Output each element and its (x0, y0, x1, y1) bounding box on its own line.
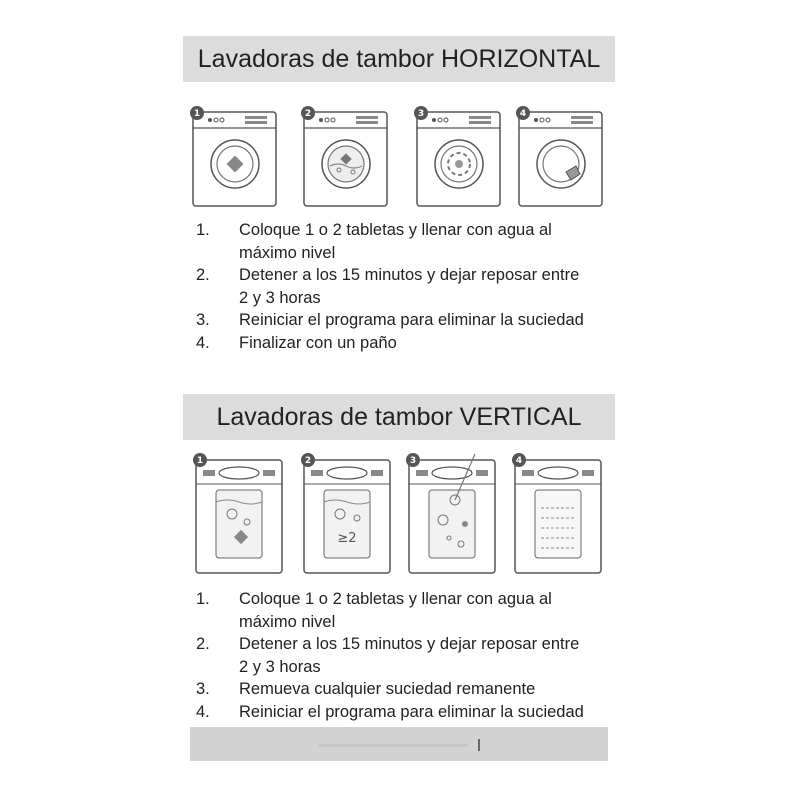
wait-hours-label: ≥2 (337, 531, 357, 546)
vertical-washer-tablet-icon (192, 452, 286, 576)
step-text: Remueva cualquier suciedad remanente (239, 680, 536, 698)
step-text: Coloque 1 o 2 tabletas y llenar con agua al (239, 590, 552, 608)
step-text: Detener a los 15 minutos y dejar reposar entre (239, 266, 580, 284)
horizontal-steps-list (196, 219, 636, 354)
step-badge-h1: 1 (193, 109, 201, 119)
step-number: 3. (196, 311, 210, 329)
step-number: 1. (196, 221, 210, 239)
step-number: 2. (196, 266, 210, 284)
step-badge-v2: 2 (304, 456, 312, 466)
list-item (196, 678, 636, 701)
list-item (196, 332, 636, 355)
step-badge-h2: 2 (304, 109, 312, 119)
step-text: Finalizar con un paño (239, 333, 397, 352)
list-item (196, 309, 636, 332)
footer-mark (478, 739, 480, 751)
list-item (196, 264, 636, 309)
step-text-cont: 2 y 3 horas (239, 657, 321, 676)
step-number: 3. (196, 680, 210, 698)
step-text: Detener a los 15 minutos y dejar reposar entre (239, 635, 580, 653)
step-text-cont: 2 y 3 horas (239, 288, 321, 307)
step-number: 1. (196, 590, 210, 608)
step-text: Reiniciar el programa para eliminar la suciedad (239, 702, 584, 721)
step-text-cont: máximo nivel (239, 612, 336, 631)
step-number: 4. (196, 333, 210, 352)
footer-smudge (318, 744, 468, 747)
step-badge-v1: 1 (196, 456, 204, 466)
step-text: Reiniciar el programa para eliminar la suciedad (239, 311, 584, 329)
step-text: Coloque 1 o 2 tabletas y llenar con agua al (239, 221, 552, 239)
step-badge-h4: 4 (519, 109, 527, 119)
section-title-horizontal: Lavadoras de tambor HORIZONTAL (183, 36, 615, 82)
horizontal-washer-spin-icon (414, 106, 504, 209)
vertical-steps-list (196, 588, 636, 723)
list-item (196, 219, 636, 264)
section-title-vertical: Lavadoras de tambor VERTICAL (183, 394, 615, 440)
horizontal-washer-tablet-icon (190, 106, 280, 209)
horizontal-washer-water-icon (301, 106, 391, 209)
footer-bar (190, 727, 608, 761)
step-text-cont: máximo nivel (239, 243, 336, 262)
step-badge-h3: 3 (417, 109, 425, 119)
list-item (196, 633, 636, 678)
list-item (196, 701, 636, 724)
step-badge-v4: 4 (515, 456, 523, 466)
vertical-washer-stir-icon (405, 452, 499, 576)
step-number: 2. (196, 635, 210, 653)
list-item (196, 588, 636, 633)
vertical-washer-wait-icon (300, 452, 394, 576)
horizontal-washer-wipe-icon (516, 106, 606, 209)
step-badge-v3: 3 (409, 456, 417, 466)
step-number: 4. (196, 702, 210, 721)
vertical-washer-clean-icon (511, 452, 605, 576)
